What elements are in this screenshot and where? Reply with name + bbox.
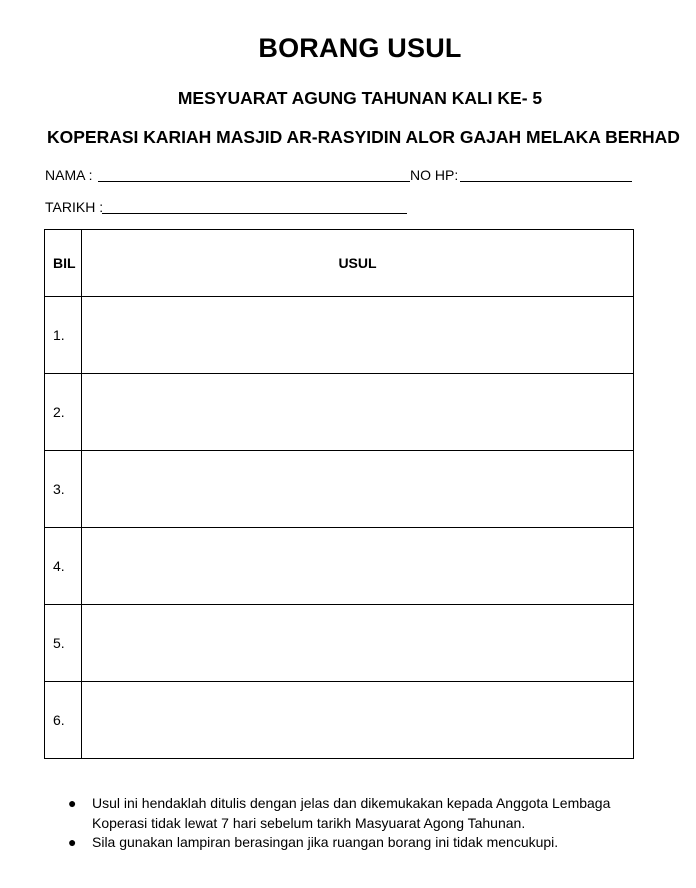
- note-text: Sila gunakan lampiran berasingan jika ruangan borang ini tidak mencukupi.: [92, 834, 559, 850]
- organization-name: KOPERASI KARIAH MASJID AR-RASYIDIN ALOR GAJAH MELAKA BERHAD: [47, 127, 680, 147]
- tarikh-field[interactable]: [102, 213, 407, 214]
- usul-cell[interactable]: [82, 605, 634, 682]
- table-row: [45, 451, 634, 528]
- row-number: 2.: [45, 374, 82, 451]
- row-number: 4.: [45, 528, 82, 605]
- table-row: [45, 682, 634, 759]
- usul-cell[interactable]: [82, 682, 634, 759]
- usul-cell[interactable]: [82, 451, 634, 528]
- row-number: 5.: [45, 605, 82, 682]
- bullet-icon: ●: [68, 834, 77, 850]
- meeting-subtitle: MESYUARAT AGUNG TAHUNAN KALI KE- 5: [177, 88, 543, 108]
- row-number: 3.: [45, 451, 82, 528]
- note-text: Usul ini hendaklah ditulis dengan jelas dan dikemukakan kepada Anggota Lembaga Koperasi tidak lewat 7 hari sebelum tarikh Masyuarat Agong Tahunan.: [92, 795, 611, 831]
- notes-list: [68, 794, 658, 853]
- usul-table: [44, 229, 634, 759]
- nohp-label: NO HP:: [410, 167, 459, 183]
- bil-header: BIL: [45, 230, 82, 297]
- table-row: [45, 605, 634, 682]
- nama-field[interactable]: [98, 181, 410, 182]
- form-title: BORANG USUL: [258, 33, 462, 63]
- table-row: [45, 297, 634, 374]
- table-row: [45, 528, 634, 605]
- usul-cell[interactable]: [82, 528, 634, 605]
- nama-label: NAMA :: [45, 167, 93, 183]
- usul-header: USUL: [82, 230, 634, 297]
- usul-cell[interactable]: [82, 297, 634, 374]
- note-item: [68, 794, 658, 833]
- note-item: [68, 833, 658, 853]
- bullet-icon: ●: [68, 795, 77, 811]
- row-number: 1.: [45, 297, 82, 374]
- table-row: [45, 374, 634, 451]
- table-header-row: [45, 230, 634, 297]
- tarikh-label: TARIKH :: [45, 199, 104, 215]
- nohp-field[interactable]: [460, 181, 632, 182]
- row-number: 6.: [45, 682, 82, 759]
- usul-cell[interactable]: [82, 374, 634, 451]
